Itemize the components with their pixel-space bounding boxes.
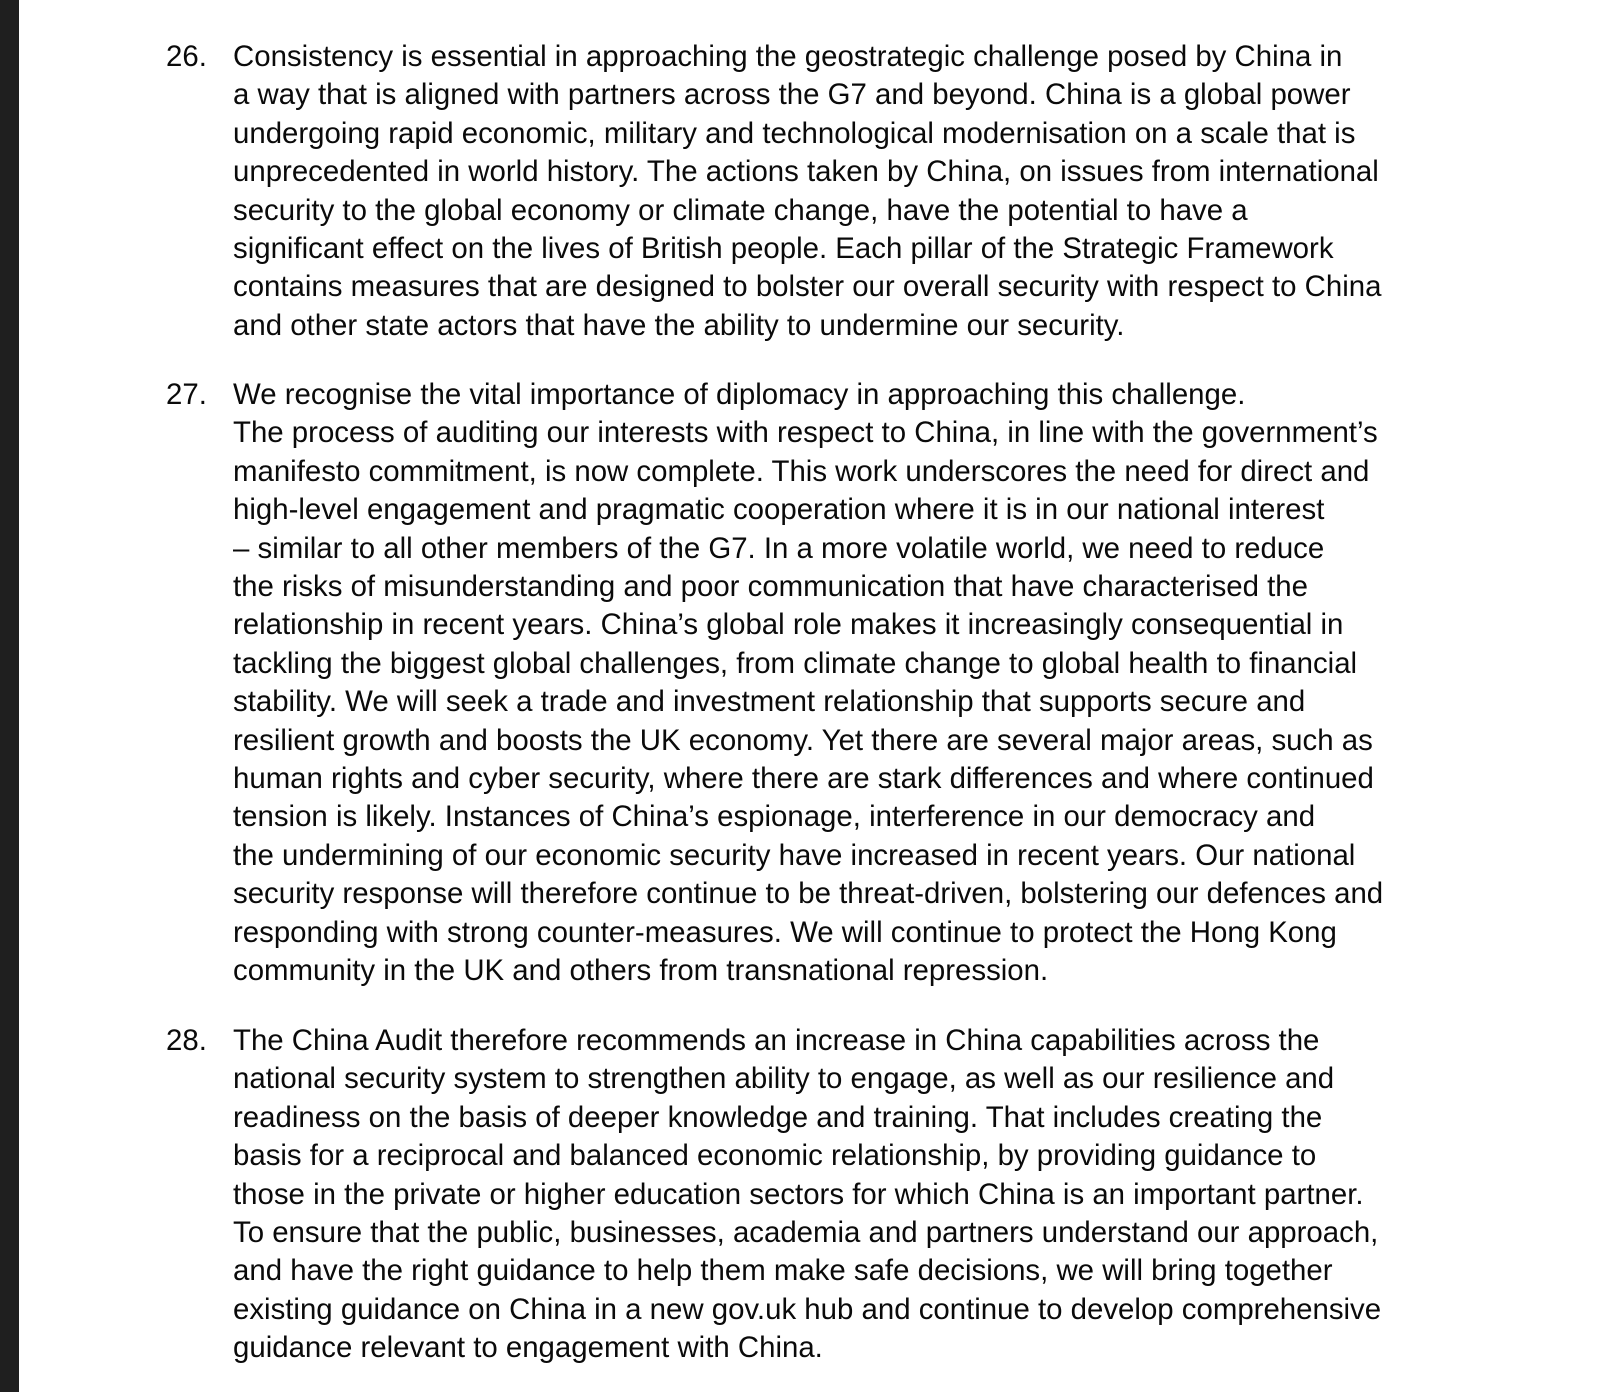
paragraph-line: Consistency is essential in approaching the geostrategic challenge posed by China in <box>233 40 1343 73</box>
paragraph-line: The process of auditing our interests with respect to China, in line with the government’s <box>233 416 1378 450</box>
viewer-left-edge <box>0 0 19 1392</box>
paragraph-line: the risks of misunderstanding and poor communication that have characterised the <box>233 570 1308 603</box>
document-page <box>19 0 1602 1392</box>
paragraph-line: national security system to strengthen ability to engage, as well as our resilience and <box>233 1062 1335 1096</box>
paragraph-line: and have the right guidance to help them make safe decisions, we will bring together <box>233 1254 1333 1288</box>
paragraph-line: resilient growth and boosts the UK economy. Yet there are several major areas, such as <box>233 723 1373 757</box>
paragraph-line: undergoing rapid economic, military and technological modernisation on a scale that is <box>233 116 1356 150</box>
paragraph-line: stability. We will seek a trade and investment relationship that supports secure and <box>233 685 1306 719</box>
paragraph-number: 26. <box>166 40 207 73</box>
paragraph-line: manifesto commitment, is now complete. This work underscores the need for direct and <box>233 454 1370 488</box>
paragraph-line: contains measures that are designed to bolster our overall security with respect to China <box>233 270 1382 304</box>
paragraph-line: The China Audit therefore recommends an increase in China capabilities across the <box>233 1024 1320 1057</box>
paragraph-line: and other state actors that have the ability to undermine our security. <box>233 308 1125 342</box>
paragraph-line: security to the global economy or climate change, have the potential to have a <box>233 193 1248 227</box>
paragraph-line: responding with strong counter-measures. We will continue to protect the Hong Kong <box>233 915 1337 949</box>
paragraph-line: basis for a reciprocal and balanced economic relationship, by providing guidance to <box>233 1139 1317 1173</box>
paragraph-line: – similar to all other members of the G7. In a more volatile world, we need to reduce <box>233 531 1325 565</box>
paragraph-line: readiness on the basis of deeper knowledge and training. That includes creating the <box>233 1100 1323 1134</box>
paragraph-line: security response will therefore continue to be threat-driven, bolstering our defences and <box>233 877 1384 911</box>
paragraph-line: the undermining of our economic security have increased in recent years. Our national <box>233 838 1356 872</box>
paragraph-line: human rights and cyber security, where there are stark differences and where continued <box>233 762 1374 795</box>
paragraph-line: significant effect on the lives of British people. Each pillar of the Strategic Framework <box>233 232 1334 265</box>
paragraph-line: To ensure that the public, businesses, academia and partners understand our approach, <box>233 1216 1379 1249</box>
paragraph-line: We recognise the vital importance of diplomacy in approaching this challenge. <box>233 378 1246 411</box>
paragraph-line: high-level engagement and pragmatic cooperation where it is in our national interest <box>233 493 1325 527</box>
paragraph-number: 28. <box>166 1024 207 1057</box>
paragraph-line: unprecedented in world history. The actions taken by China, on issues from international <box>233 155 1379 189</box>
paragraph-number: 27. <box>166 378 207 411</box>
paragraph-line: existing guidance on China in a new gov.uk hub and continue to develop comprehensive <box>233 1292 1382 1326</box>
paragraph-line: community in the UK and others from transnational repression. <box>233 954 1049 987</box>
paragraph-line: tackling the biggest global challenges, from climate change to global health to financial <box>233 646 1358 680</box>
paragraph-line: a way that is aligned with partners across the G7 and beyond. China is a global power <box>233 78 1351 112</box>
paragraph-line: those in the private or higher education sectors for which China is an important partner. <box>233 1177 1364 1211</box>
paragraph-line: guidance relevant to engagement with China. <box>233 1331 823 1365</box>
paragraph-line: relationship in recent years. China’s global role makes it increasingly consequential in <box>233 608 1344 642</box>
paragraph-line: tension is likely. Instances of China’s espionage, interference in our democracy and <box>233 800 1316 834</box>
